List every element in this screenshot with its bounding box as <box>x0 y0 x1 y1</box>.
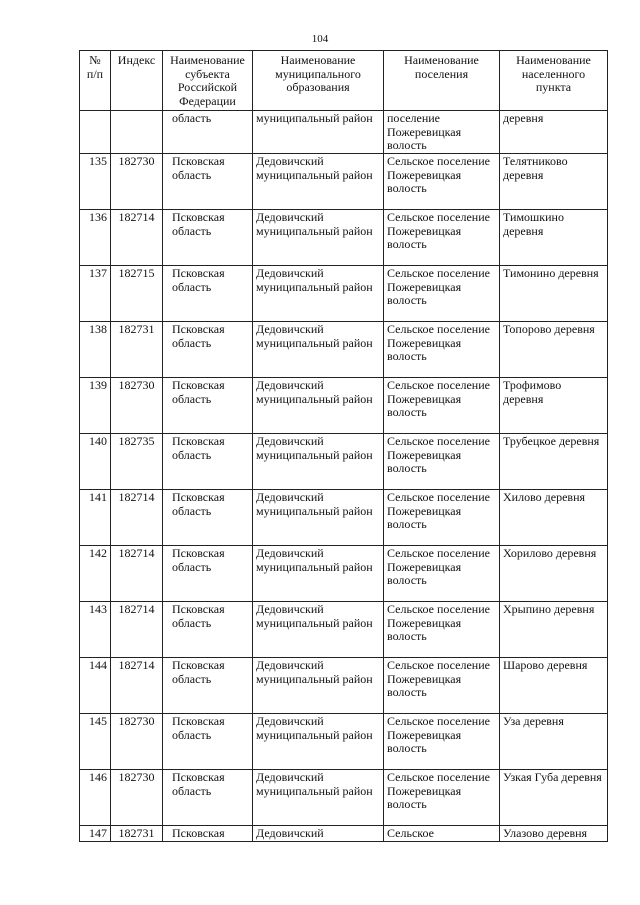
cell-locality: Топорово деревня <box>500 322 608 378</box>
cell-index: 182714 <box>111 490 163 546</box>
cell-municipality: Дедовичский муниципальный район <box>253 770 384 826</box>
table-row-continuation <box>80 111 608 154</box>
cell-municipality: муниципальный район <box>253 111 384 154</box>
cell-settlement: Сельское поселение Пожеревицкая волость <box>384 714 500 770</box>
cell-subject: Псковская область <box>163 770 253 826</box>
cell-number: 138 <box>80 322 111 378</box>
cell-locality: Трофимово деревня <box>500 378 608 434</box>
cell-municipality: Дедовичский муниципальный район <box>253 154 384 210</box>
cell-settlement: Сельское <box>384 826 500 842</box>
cell-index: 182735 <box>111 434 163 490</box>
cell-locality: Трубецкое деревня <box>500 434 608 490</box>
cell-locality: Узкая Губа деревня <box>500 770 608 826</box>
cell-locality: деревня <box>500 111 608 154</box>
header-index: Индекс <box>111 51 163 111</box>
table-row-last <box>80 826 608 842</box>
table-row <box>80 602 608 658</box>
cell-index: 182730 <box>111 378 163 434</box>
cell-settlement: Сельское поселение Пожеревицкая волость <box>384 546 500 602</box>
header-settlement: Наименование поселения <box>384 51 500 111</box>
cell-index <box>111 111 163 154</box>
cell-number: 141 <box>80 490 111 546</box>
table-row <box>80 714 608 770</box>
cell-subject: Псковская область <box>163 322 253 378</box>
table-row <box>80 266 608 322</box>
cell-locality: Тимошкино деревня <box>500 210 608 266</box>
cell-subject: область <box>163 111 253 154</box>
cell-index: 182730 <box>111 714 163 770</box>
cell-settlement: поселение Пожеревицкая волость <box>384 111 500 154</box>
page-number: 104 <box>311 33 329 45</box>
cell-locality: Уза деревня <box>500 714 608 770</box>
cell-settlement: Сельское поселение Пожеревицкая волость <box>384 658 500 714</box>
cell-number: 144 <box>80 658 111 714</box>
cell-locality: Хорилово деревня <box>500 546 608 602</box>
cell-municipality: Дедовичский муниципальный район <box>253 210 384 266</box>
cell-subject: Псковская область <box>163 714 253 770</box>
table-row <box>80 378 608 434</box>
cell-number: 139 <box>80 378 111 434</box>
table-header-row <box>80 51 608 111</box>
cell-index: 182715 <box>111 266 163 322</box>
cell-municipality: Дедовичский муниципальный район <box>253 266 384 322</box>
cell-municipality: Дедовичский муниципальный район <box>253 322 384 378</box>
cell-number: 143 <box>80 602 111 658</box>
cell-settlement: Сельское поселение Пожеревицкая волость <box>384 154 500 210</box>
cell-number: 146 <box>80 770 111 826</box>
cell-municipality: Дедовичский муниципальный район <box>253 602 384 658</box>
cell-municipality: Дедовичский муниципальный район <box>253 658 384 714</box>
cell-settlement: Сельское поселение Пожеревицкая волость <box>384 210 500 266</box>
cell-settlement: Сельское поселение Пожеревицкая волость <box>384 378 500 434</box>
cell-index: 182714 <box>111 546 163 602</box>
cell-subject: Псковская область <box>163 490 253 546</box>
header-subject: Наименование субъекта Российской Федерации <box>163 51 253 111</box>
cell-municipality: Дедовичский муниципальный район <box>253 714 384 770</box>
cell-settlement: Сельское поселение Пожеревицкая волость <box>384 602 500 658</box>
cell-number <box>80 111 111 154</box>
table-row <box>80 658 608 714</box>
cell-number: 145 <box>80 714 111 770</box>
cell-locality: Улазово деревня <box>500 826 608 842</box>
cell-index: 182714 <box>111 602 163 658</box>
cell-settlement: Сельское поселение Пожеревицкая волость <box>384 770 500 826</box>
settlements-table <box>79 50 608 842</box>
cell-subject: Псковская область <box>163 154 253 210</box>
table-row <box>80 546 608 602</box>
cell-settlement: Сельское поселение Пожеревицкая волость <box>384 490 500 546</box>
cell-locality: Телятниково деревня <box>500 154 608 210</box>
cell-subject: Псковская область <box>163 434 253 490</box>
cell-index: 182714 <box>111 658 163 714</box>
table-row <box>80 770 608 826</box>
table-row <box>80 434 608 490</box>
table-row <box>80 490 608 546</box>
header-locality: Наименование населенного пункта <box>500 51 608 111</box>
cell-index: 182730 <box>111 770 163 826</box>
cell-subject: Псковская область <box>163 546 253 602</box>
cell-subject: Псковская <box>163 826 253 842</box>
cell-index: 182730 <box>111 154 163 210</box>
cell-subject: Псковская область <box>163 658 253 714</box>
cell-subject: Псковская область <box>163 378 253 434</box>
cell-municipality: Дедовичский муниципальный район <box>253 378 384 434</box>
cell-number: 147 <box>80 826 111 842</box>
cell-number: 136 <box>80 210 111 266</box>
cell-number: 140 <box>80 434 111 490</box>
cell-settlement: Сельское поселение Пожеревицкая волость <box>384 434 500 490</box>
table-row <box>80 210 608 266</box>
cell-municipality: Дедовичский муниципальный район <box>253 546 384 602</box>
cell-locality: Шарово деревня <box>500 658 608 714</box>
cell-number: 142 <box>80 546 111 602</box>
cell-subject: Псковская область <box>163 602 253 658</box>
cell-settlement: Сельское поселение Пожеревицкая волость <box>384 322 500 378</box>
cell-municipality: Дедовичский муниципальный район <box>253 490 384 546</box>
cell-subject: Псковская область <box>163 266 253 322</box>
cell-settlement: Сельское поселение Пожеревицкая волость <box>384 266 500 322</box>
cell-municipality: Дедовичский <box>253 826 384 842</box>
cell-locality: Тимонино деревня <box>500 266 608 322</box>
header-municipality: Наименование муниципального образования <box>253 51 384 111</box>
cell-municipality: Дедовичский муниципальный район <box>253 434 384 490</box>
cell-locality: Хилово деревня <box>500 490 608 546</box>
cell-index: 182731 <box>111 322 163 378</box>
table-row <box>80 322 608 378</box>
cell-number: 137 <box>80 266 111 322</box>
cell-index: 182714 <box>111 210 163 266</box>
cell-locality: Хрыпино деревня <box>500 602 608 658</box>
table-row <box>80 154 608 210</box>
cell-number: 135 <box>80 154 111 210</box>
header-number: № п/п <box>80 51 111 111</box>
cell-index: 182731 <box>111 826 163 842</box>
cell-subject: Псковская область <box>163 210 253 266</box>
